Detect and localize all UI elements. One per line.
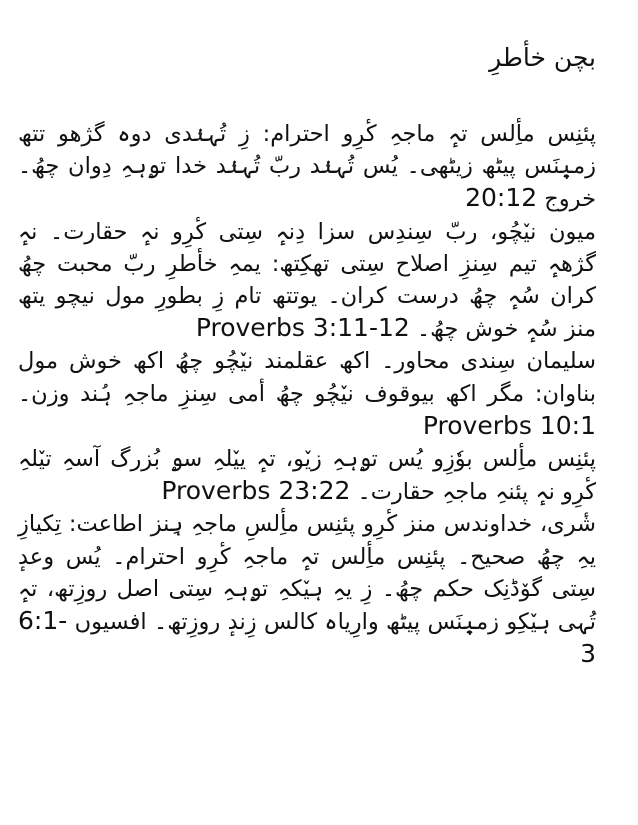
verse-reference: Proverbs 10:1 bbox=[422, 410, 596, 440]
verse-reference: 20:12 bbox=[465, 183, 538, 213]
verse-reference: Proverbs 3:11-12 bbox=[195, 313, 410, 343]
verse-list bbox=[18, 118, 596, 671]
verse-text: میون نیٚچُو، ربّ سِندِس سزا دِنہٕ سِتی کٔرِو نہٕ حقارت۔ نہٕ گژھہٕ تیم سِنزِ اصلاح سِتی تھکِتھ: یمہِ خأطرِ ربّ محبت چھُ کران سُہٕ چھُ درست کران۔ یوتتھ تام زِ بطورِ مول نیچو یتھ منز سُہٕ خوش چھُ۔ bbox=[18, 218, 596, 343]
verse-text: پئنِس مأِلس بوٗزِو یُس تۄہہِ زیٚو، تہٕ ییٚلہِ سۄ بُزرگ آسہِ تیٚلہِ کٔرِو نہٕ پئنہِ ماجہِ حقارت۔ bbox=[18, 446, 596, 506]
verse-reference: Proverbs 23:22 bbox=[161, 476, 351, 506]
verse-text: شٔری، خداوندس منز کٔرِو پئنِس مأِلسِ ماجہِ ہِنز اطاعت: تِکیازِ یہِ چھُ صحیح۔ پئنِس مأِلس تہٕ ماجہِ کٔرِو احترام۔ یُس وعدٕ سِتی گوٚڈنِک حکم چھُ۔ زِ یہِ ہیٚکہِ تۄہہِ سِتی اصل روزِتھ، تہٕ تُہی ہیٚکِو زمیٖنَس پیٹھ وارِیاہ کالس زِندٕ روزِتھ۔ افسیوں bbox=[18, 511, 596, 636]
verse-proverbs-10 bbox=[18, 345, 596, 443]
verse-exodus bbox=[18, 118, 596, 216]
verse-text: پئنِس مأِلس تہٕ ماجہِ کٔرِو احترام: زِ تُہنٛدی دوہ گژھو تتھ زمیٖنَس پیٹھ زیٹھی۔ یُس تُہنٛد ربّ تُہنٛد خدا تۄہہِ دِوان چھُ۔ خروج bbox=[18, 121, 596, 213]
verse-ephesians bbox=[18, 508, 596, 671]
verse-text: سلیمان سِندی محاور۔ اکھ عقلمند نیٚچُو چھُ اکھ خوش مول بناوان: مگر اکھ بیوقوف نیٚچُو چھُ أمی سِنزِ ماجہِ ہُند وزن۔ bbox=[18, 348, 596, 407]
verse-proverbs-3 bbox=[18, 216, 596, 346]
verse-proverbs-23 bbox=[18, 443, 596, 508]
verse-reference: 6:1-3 bbox=[18, 606, 596, 669]
page-title: بچن خأطرِ bbox=[489, 43, 596, 72]
